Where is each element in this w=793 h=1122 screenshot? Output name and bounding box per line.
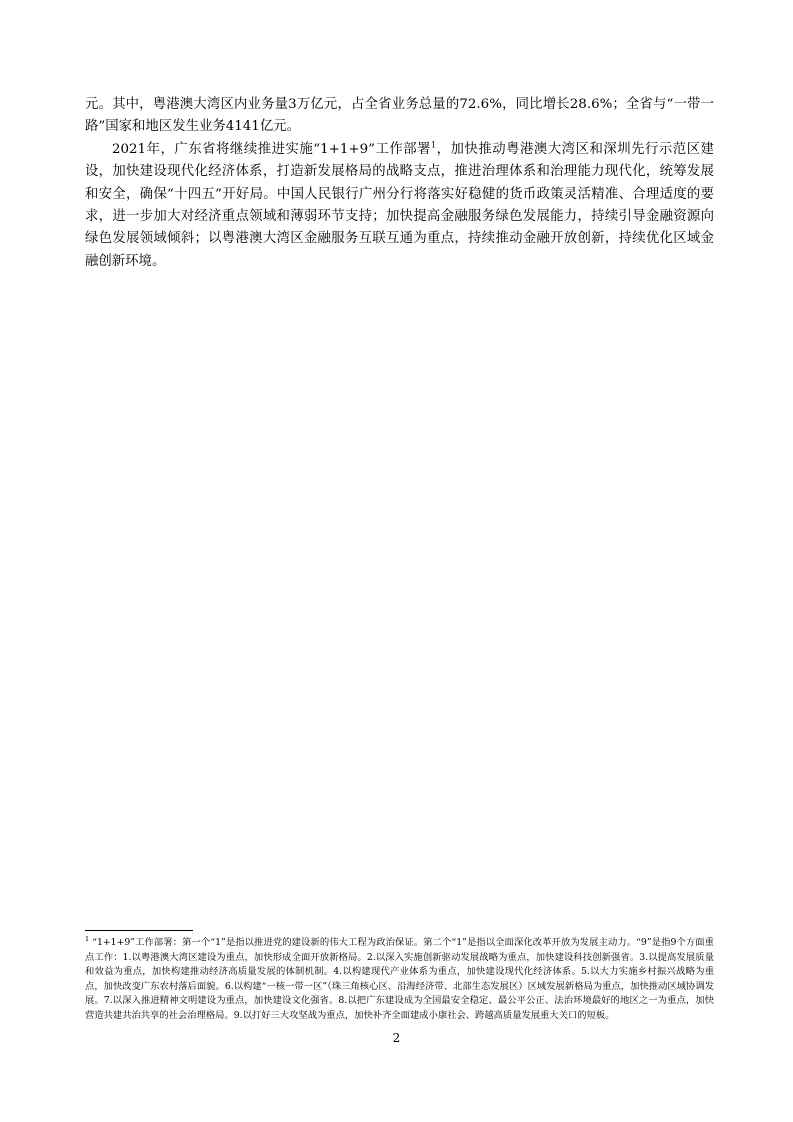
paragraph-2 bbox=[85, 139, 714, 273]
footnote-reference[interactable]: 1 bbox=[431, 140, 437, 150]
footnote bbox=[85, 936, 714, 1024]
paragraph-2-start: 2021年，广东省将继续推进实施“1+1+9”工作部署 bbox=[112, 141, 432, 157]
page-number: 2 bbox=[392, 1031, 401, 1045]
footnote-separator bbox=[85, 930, 193, 931]
footnote-text: “1+1+9”工作部署：第一个“1”是指以推进党的建设新的伟大工程为政治保证。第二个“1”是指以全面深化改革开放为发展主动力。“9”是指9个方面重点工作：1.以粤港澳大湾区建设为重点，加快形成全面开放新格局。2.以深入实施创新驱动发展战略为重点，加快建设科技创新强省。3.以提高发展质量和效益为重点，加快构建推动经济高质量发展的体制机制。4.以构建现代产业体系为重点，加快建设现代化经济体系。5.以大力实施乡村振兴战略为重点，加快改变广东农村落后面貌。6.以构建“一核一带一区”（珠三角核心区、沿海经济带、北部生态发展区）区域发展新格局为重点，加快推动区域协调发展。7.以深入推进精神文明建设为重点，加快建设文化强省。8.以把广东建设成为全国最安全稳定、最公平公正、法治环境最好的地区之一为重点，加快营造共建共治共享的社会治理格局。9.以打好三大攻坚战为重点，加快补齐全面建成小康社会、跨越高质量发展重大关口的短板。 bbox=[85, 937, 714, 1021]
body-text bbox=[85, 94, 714, 273]
footnote-marker: 1 bbox=[85, 934, 90, 943]
paragraph-1: 元。其中，粤港澳大湾区内业务量3万亿元，占全省业务总量的72.6%，同比增长28.6%；全省与“一带一路”国家和地区发生业务4141亿元。 bbox=[85, 97, 714, 135]
paragraph-2-rest: ，加快推动粤港澳大湾区和深圳先行示范区建设，加快建设现代化经济体系，打造新发展格局的战略支点，推进治理体系和治理能力现代化，统筹发展和安全，确保“十四五”开好局。中国人民银行广州分行将落实好稳健的货币政策灵活精准、合理适度的要求，进一步加大对经济重点领域和薄弱环节支持；加快提高金融服务绿色发展能力，持续引导金融资源向绿色发展领域倾斜；以粤港澳大湾区金融服务互联互通为重点，持续推动金融开放创新，持续优化区域金融创新环境。 bbox=[85, 141, 714, 269]
